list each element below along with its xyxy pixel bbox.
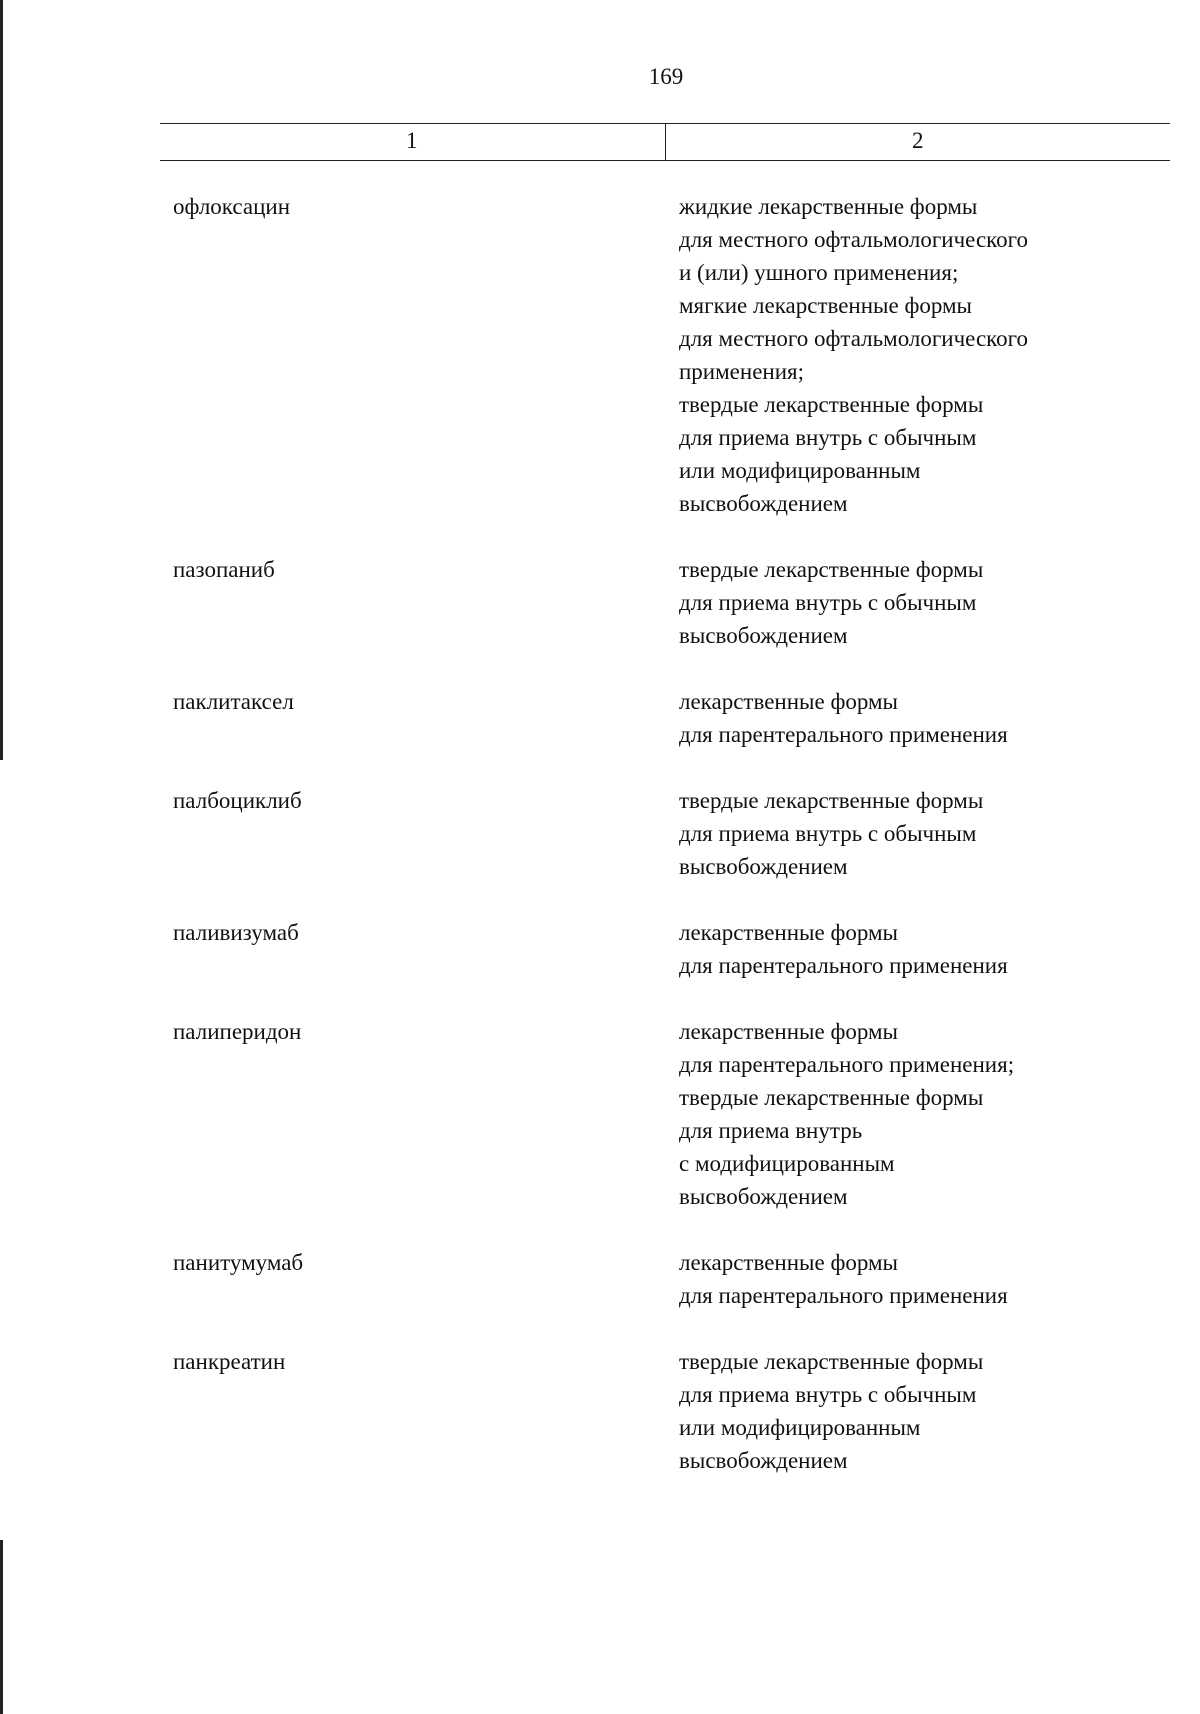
- column-header-1: 1: [406, 128, 418, 153]
- dosage-forms: [679, 1345, 1200, 1477]
- dosage-forms: [679, 1246, 1200, 1312]
- dosage-form-line: мягкие лекарственные формы: [679, 293, 973, 318]
- page-number: 169: [648, 64, 684, 89]
- column-header-2: 2: [912, 128, 924, 153]
- dosage-form-line: лекарственные формы: [679, 920, 899, 945]
- dosage-form-line: для приема внутрь с обычным: [679, 821, 977, 846]
- dosage-form-line: или модифицированным: [679, 1415, 921, 1440]
- dosage-form-line: применения;: [679, 359, 804, 384]
- table-row: [0, 784, 1200, 883]
- scan-edge-mark-bottom: [0, 1540, 3, 1714]
- dosage-forms: [679, 553, 1200, 652]
- dosage-form-line: твердые лекарственные формы: [679, 1085, 984, 1110]
- drug-name: офлоксацин: [173, 194, 291, 219]
- dosage-form-line: жидкие лекарственные формы: [679, 194, 978, 219]
- dosage-form-line: высвобождением: [679, 1184, 848, 1209]
- column-divider: [665, 124, 666, 160]
- table-row: [0, 916, 1200, 982]
- dosage-form-line: для парентерального применения: [679, 953, 1008, 978]
- dosage-form-line: для приема внутрь с обычным: [679, 1382, 977, 1407]
- dosage-forms: [679, 685, 1200, 751]
- dosage-form-line: твердые лекарственные формы: [679, 392, 984, 417]
- dosage-forms: [679, 1015, 1200, 1213]
- dosage-form-line: высвобождением: [679, 1448, 848, 1473]
- drug-name: палбоциклиб: [173, 788, 302, 813]
- dosage-form-line: лекарственные формы: [679, 689, 899, 714]
- dosage-form-line: или модифицированным: [679, 458, 921, 483]
- dosage-form-line: высвобождением: [679, 623, 848, 648]
- dosage-form-line: твердые лекарственные формы: [679, 1349, 984, 1374]
- table-row: [0, 190, 1200, 520]
- dosage-forms: [679, 916, 1200, 982]
- dosage-form-line: с модифицированным: [679, 1151, 895, 1176]
- table-row: [0, 1015, 1200, 1213]
- dosage-form-line: лекарственные формы: [679, 1250, 899, 1275]
- drug-table-body: [0, 190, 1200, 1510]
- dosage-form-line: для местного офтальмологического: [679, 326, 1029, 351]
- dosage-form-line: для парентерального применения: [679, 1283, 1008, 1308]
- drug-name: пазопаниб: [173, 557, 275, 582]
- table-header: [160, 123, 1170, 161]
- dosage-form-line: твердые лекарственные формы: [679, 557, 984, 582]
- dosage-forms: [679, 190, 1200, 520]
- dosage-form-line: высвобождением: [679, 854, 848, 879]
- table-row: [0, 1246, 1200, 1312]
- table-row: [0, 1345, 1200, 1477]
- dosage-form-line: твердые лекарственные формы: [679, 788, 984, 813]
- dosage-form-line: для приема внутрь: [679, 1118, 863, 1143]
- drug-name: паклитаксел: [173, 689, 294, 714]
- dosage-form-line: для приема внутрь с обычным: [679, 590, 977, 615]
- dosage-forms: [679, 784, 1200, 883]
- table-row: [0, 685, 1200, 751]
- table-row: [0, 553, 1200, 652]
- dosage-form-line: для парентерального применения;: [679, 1052, 1015, 1077]
- drug-name: паливизумаб: [173, 920, 299, 945]
- drug-name: палиперидон: [173, 1019, 302, 1044]
- drug-name: панитумумаб: [173, 1250, 304, 1275]
- dosage-form-line: для приема внутрь с обычным: [679, 425, 977, 450]
- dosage-form-line: лекарственные формы: [679, 1019, 899, 1044]
- dosage-form-line: для парентерального применения: [679, 722, 1008, 747]
- dosage-form-line: для местного офтальмологического: [679, 227, 1029, 252]
- dosage-form-line: высвобождением: [679, 491, 848, 516]
- dosage-form-line: и (или) ушного применения;: [679, 260, 959, 285]
- drug-name: панкреатин: [173, 1349, 286, 1374]
